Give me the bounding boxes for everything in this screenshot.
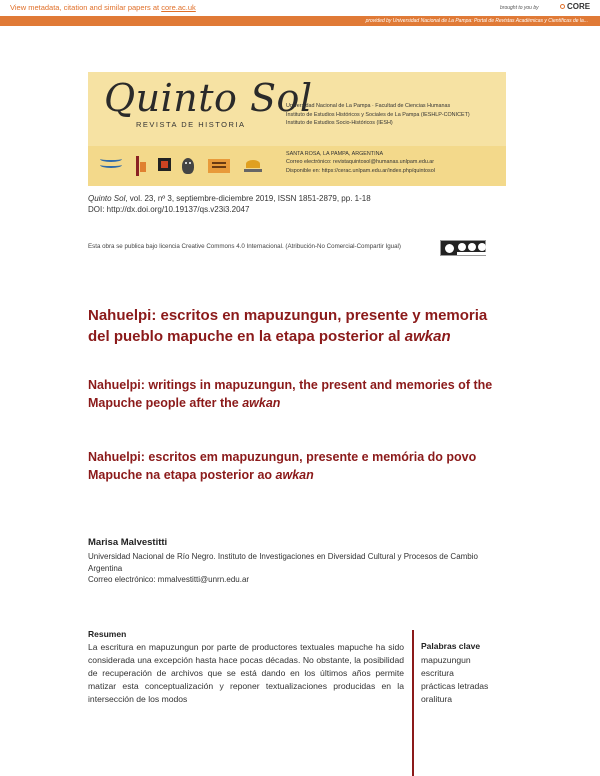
institute-logo-icon <box>132 156 150 176</box>
doi-link[interactable]: DOI: http://dx.doi.org/10.19137/qs.v23i3.2047 <box>88 205 250 214</box>
provided-by-bar <box>0 16 600 26</box>
keyword-item: oralitura <box>421 694 453 704</box>
abstract-divider <box>412 630 414 776</box>
journal-title: Quinto Sol <box>104 76 313 120</box>
core-logo-icon <box>560 4 565 9</box>
title-portuguese: Nahuelpi: escritos em mapuzungun, presente e memória do povo Mapuche na etapa posterior ao awkan <box>88 450 477 482</box>
journal-subtitle: REVISTA DE HISTORIA <box>136 120 246 129</box>
keyword-item: escritura <box>421 668 454 678</box>
title-english: Nahuelpi: writings in mapuzungun, the present and memories of the Mapuche people after the awkan <box>88 378 493 410</box>
citation: Quinto Sol, vol. 23, nº 3, septiembre-diciembre 2019, ISSN 1851-2879, pp. 1-18 DOI: http://dx.doi.org/10.19137/qs.v23i3.2047 <box>88 194 371 214</box>
license-text: Esta obra se publica bajo licencia Creative Commons 4.0 Internacional. (Atribución-No Comercial-Compartir Igual) <box>88 243 401 250</box>
core-logo[interactable]: CORE <box>560 2 590 11</box>
core-bar <box>0 0 600 16</box>
keyword-item: mapuzungun <box>421 655 471 665</box>
abstract-text: La escritura en mapuzungun por parte de productores textuales mapuche ha sido considerada una excepción hasta hace pocas décadas. No obstante, la posibilidad de recuperación de archivos que se está dando en los últimos años permite matizar esta conceptualización y reponer textualizaciones producidas en la intersección de los modos <box>88 642 404 704</box>
ieshlp-logo-icon <box>208 156 230 176</box>
author-affiliation: Universidad Nacional de Río Negro. Instituto de Investigaciones en Diversidad Cultural y Procesos de Cambio Argentina Correo electrónico: mmalvestitti@unrn.edu.ar <box>88 551 508 586</box>
institution-info: Universidad Nacional de La Pampa · Facultad de Ciencias Humanas Instituto de Estudios Históricos y Sociales de La Pampa (IESHLP-CONICET) Instituto de Estudios Socio-Históricos (IESH) <box>286 103 470 126</box>
brought-by-label: brought to you by <box>500 5 539 11</box>
author-email[interactable]: Correo electrónico: mmalvestitti@unrn.edu.ar <box>88 575 250 584</box>
abstract-heading: Resumen <box>88 629 127 639</box>
provided-by-text[interactable]: provided by Universidad Nacional de La Pampa: Portal de Revistas Académicas y Científicas de la... <box>365 17 588 24</box>
wave-logo-icon <box>96 156 126 176</box>
journal-banner <box>88 72 506 186</box>
square-logo-icon <box>156 156 174 176</box>
institution-logos <box>96 150 276 182</box>
creative-commons-icon[interactable] <box>440 240 486 256</box>
contact-info: SANTA ROSA, LA PAMPA, ARGENTINA Correo electrónico: revistaquintosol@humanas.unlpam.edu.ar Disponible en: https://cerac.unlpam.edu.ar/index.php/quintosol <box>286 151 435 174</box>
core-metadata-link[interactable]: View metadata, citation and similar papers at core.ac.uk <box>10 3 196 12</box>
keywords-list <box>421 654 488 706</box>
owl-logo-icon <box>180 156 198 176</box>
keywords-heading: Palabras clave <box>421 641 481 651</box>
author-name: Marisa Malvestitti <box>88 537 168 548</box>
title-spanish: Nahuelpi: escritos en mapuzungun, presente y memoria del pueblo mapuche en la etapa posterior al awkan <box>88 307 488 345</box>
keyword-item: prácticas letradas <box>421 681 489 691</box>
conicet-logo-icon <box>242 156 264 176</box>
